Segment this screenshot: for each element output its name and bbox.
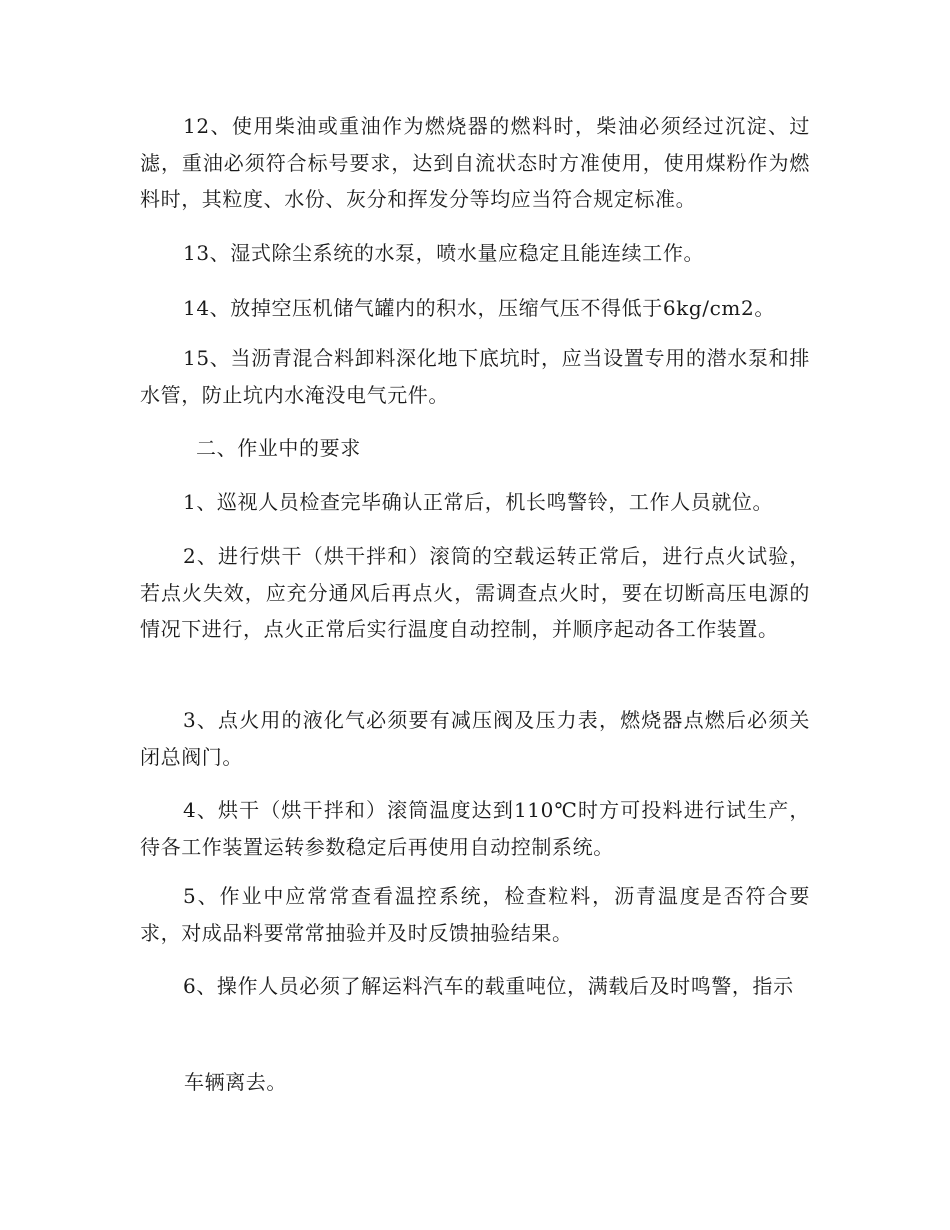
paragraph-item-14: 14、放掉空压机储气罐内的积水，压缩气压不得低于6kg/cm2。 (183, 296, 775, 320)
list-item-6: 6、操作人员必须了解运料汽车的载重吨位，满载后及时鸣警，指示 (183, 974, 794, 998)
paragraph-item-13: 13、湿式除尘系统的水泵，喷水量应稳定且能连续工作。 (183, 241, 705, 265)
continuation-text: 车辆离去。 (184, 1070, 287, 1094)
list-item-2: 2、进行烘干（烘干拌和）滚筒的空载运转正常后，进行点火试验，若点火失效，应充分通风后再点火，需调查点火时，要在切断高压电源的情况下进行，点火正常后实行温度自动控制，并顺序起动各工作装置。 (140, 544, 810, 641)
paragraph-item-12: 12、使用柴油或重油作为燃烧器的燃料时，柴油必须经过沉淀、过滤，重油必须符合标号要求，达到自流状态时方准使用，使用煤粉作为燃料时，其粒度、水份、灰分和挥发分等均应当符合规定标准。 (140, 114, 810, 211)
list-item-4: 4、烘干（烘干拌和）滚筒温度达到110℃时方可投料进行试生产，待各工作装置运转参数稳定后再使用自动控制系统。 (140, 798, 810, 859)
list-item-3: 3、点火用的液化气必须要有减压阀及压力表，燃烧器点燃后必须关闭总阀门。 (140, 708, 810, 769)
paragraph-item-15: 15、当沥青混合料卸料深化地下底坑时，应当设置专用的潜水泵和排水管，防止坑内水淹没电气元件。 (140, 346, 810, 407)
section-heading: 二、作业中的要求 (196, 436, 361, 460)
list-item-1: 1、巡视人员检查完毕确认正常后，机长鸣警铃，工作人员就位。 (183, 490, 774, 514)
list-item-5: 5、作业中应常常查看温控系统，检查粒料，沥青温度是否符合要求，对成品料要常常抽验并及时反馈抽验结果。 (140, 884, 810, 945)
